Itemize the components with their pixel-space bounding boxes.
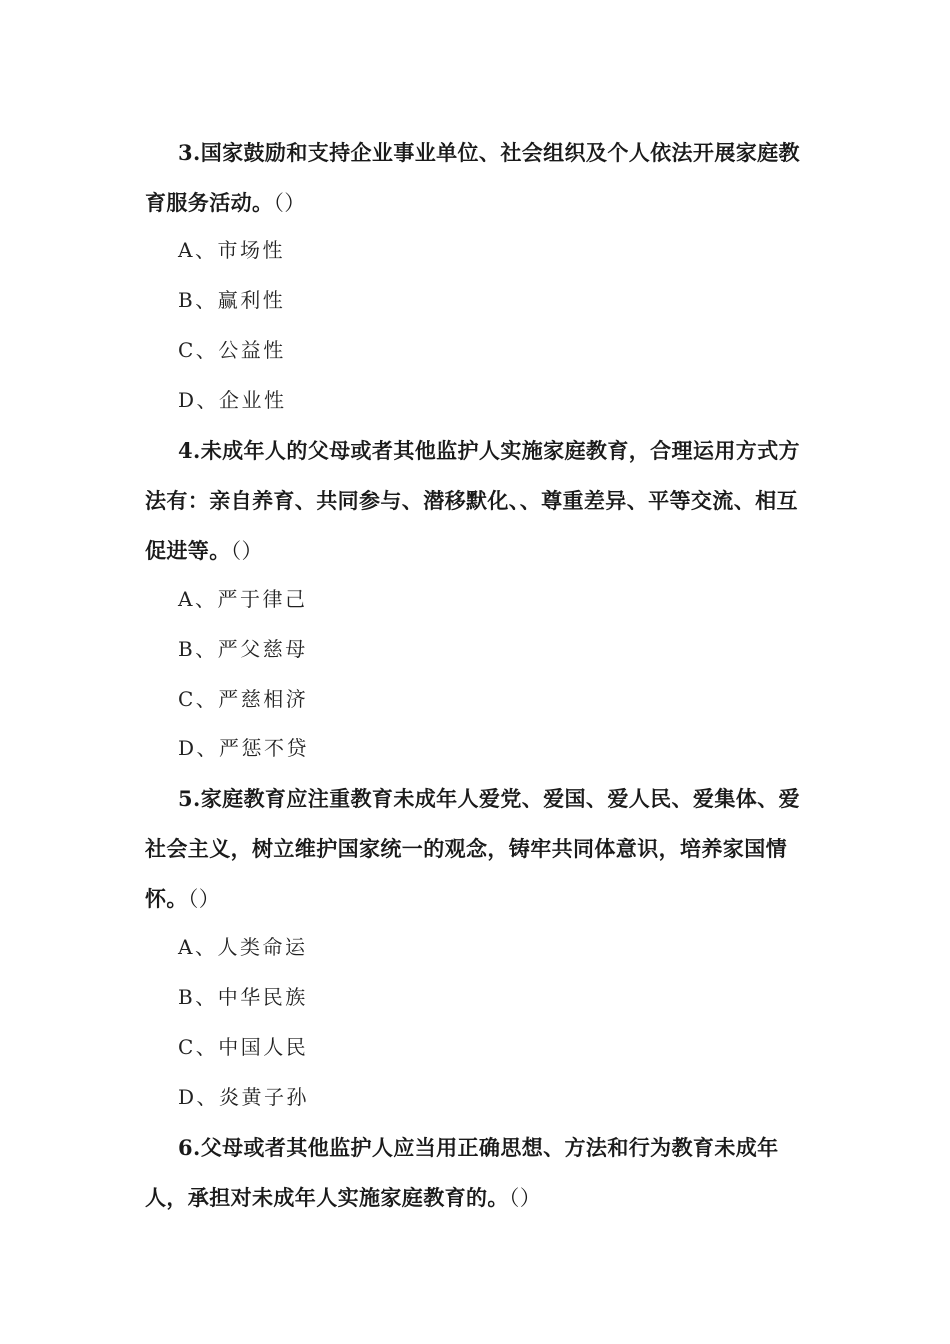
option-b: B、严父慈母: [178, 637, 308, 661]
question-stem: 家庭教育应注重教育未成年人爱党、爱国、爱人民、爱集体、爱社会主义，树立维护国家统一的观念，铸牢共同体意识，培养家国情怀。: [145, 786, 800, 911]
option-d: D、严惩不贷: [178, 736, 310, 760]
answer-blank: （）: [273, 190, 306, 215]
answer-blank: （）: [187, 886, 221, 911]
question-stem: 父母或者其他监护人应当用正确思想、方法和行为教育未成年人，承担对未成年人实施家庭教育的。: [145, 1135, 779, 1210]
option-c: C、公益性: [178, 338, 286, 362]
question-4: [145, 426, 810, 576]
answer-blank: （）: [230, 538, 263, 563]
option-a: A、市场性: [178, 238, 285, 262]
option-c: C、严慈相济: [178, 687, 309, 711]
answer-blank: （）: [508, 1185, 542, 1210]
question-5: [145, 774, 810, 924]
question-number: 4.: [178, 438, 201, 463]
option-b: B、赢利性: [178, 288, 286, 312]
question-number: 5.: [178, 786, 201, 811]
question-number: 6.: [178, 1135, 201, 1160]
option-d: D、企业性: [178, 388, 287, 412]
option-a: A、人类命运: [178, 935, 308, 959]
question-6: [145, 1123, 810, 1224]
question-3: [145, 128, 810, 229]
option-c: C、中国人民: [178, 1035, 309, 1059]
option-b: B、中华民族: [178, 985, 308, 1009]
option-a: A、严于律己: [178, 587, 308, 611]
question-stem: 未成年人的父母或者其他监护人实施家庭教育，合理运用方式方法有：亲自养育、共同参与、潜移默化、、尊重差异、平等交流、相互促进等。: [145, 438, 800, 563]
question-number: 3.: [178, 140, 201, 165]
option-d: D、炎黄子孙: [178, 1085, 310, 1109]
question-stem: 国家鼓励和支持企业事业单位、社会组织及个人依法开展家庭教育服务活动。: [145, 140, 800, 215]
